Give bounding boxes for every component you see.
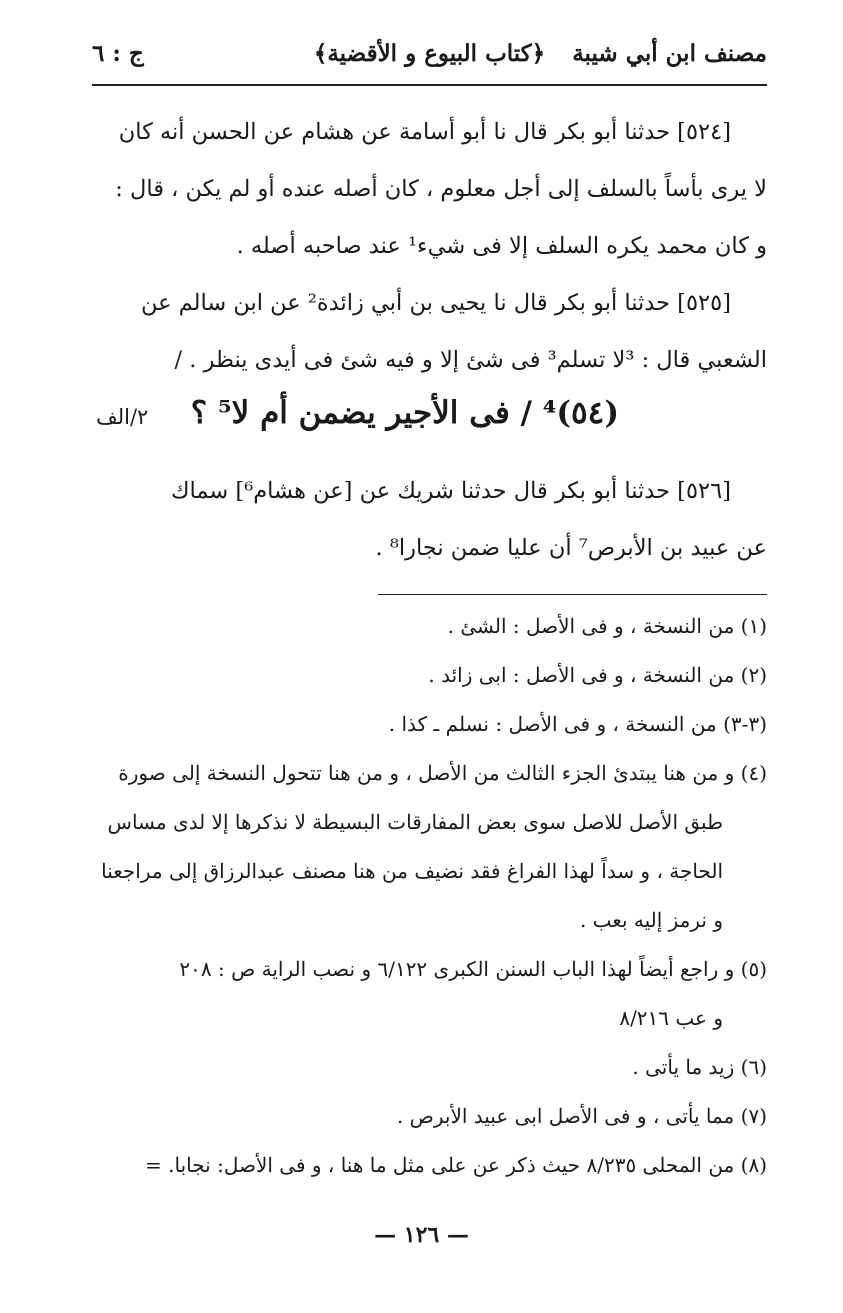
hadith-524-line-1: [٥٢٤] حدثنا أبو بكر قال نا أبو أسامة عن هشام عن الحسن أنه كان: [118, 119, 731, 145]
footnote-7: (٧) مما يأتى ، و فى الأصل ابى عبيد الأبرص .: [396, 1104, 767, 1128]
footnote-6: (٦) زيد ما يأتى .: [632, 1055, 767, 1079]
header-chapter-title: ﴿كتاب البيوع و الأقضية﴾: [313, 40, 546, 67]
folio-margin-note: ٢/الف: [96, 405, 149, 429]
hadith-526-line-2: عن عبيد بن الأبرص⁷ أن عليا ضمن نجارا⁸ .: [375, 535, 767, 561]
footnote-8: (٨) من المحلى ٨/٢٣٥ حيث ذكر عن على مثل ما هنا ، و فى الأصل: نجابا. =: [145, 1153, 767, 1177]
footnote-4-line-1: (٤) و من هنا يبتدئ الجزء الثالث من الأصل ، و من هنا تتحول النسخة إلى صورة: [118, 761, 767, 785]
footnote-separator: [378, 594, 767, 595]
page-number: — ١٢٦ —: [374, 1222, 469, 1248]
footnote-4-line-2: طبق الأصل للاصل سوى بعض المفارقات البسيطة لا نذكرها إلا لدى مساس: [107, 810, 723, 834]
footnote-4-line-4: و نرمز إليه بعب .: [579, 908, 723, 932]
footnote-1: (١) من النسخة ، و فى الأصل : الشئ .: [447, 614, 767, 638]
header-volume-number: ج : ٦: [92, 40, 144, 67]
hadith-524-line-2: لا يرى بأساً بالسلف إلى أجل معلوم ، كان أصله عنده أو لم يكن ، قال :: [115, 176, 767, 202]
main-text: [92, 104, 767, 577]
running-header: [92, 40, 767, 84]
footnote-2: (٢) من النسخة ، و فى الأصل : ابى زائد .: [428, 663, 767, 687]
header-book-title: مصنف ابن أبي شيبة: [572, 40, 767, 67]
header-rule: [92, 84, 767, 86]
hadith-524-line-3: و كان محمد يكره السلف إلا فى شيء¹ عند صاحبه أصله .: [236, 233, 767, 259]
chapter-heading-title: (٥٤)⁴ / فى الأجير يضمن أم لا⁵ ؟: [190, 395, 619, 431]
chapter-heading: [92, 391, 767, 463]
footnote-4-line-3: الحاجة ، و سداً لهذا الفراغ فقد نضيف من هنا مصنف عبدالرزاق إلى مراجعنا: [101, 859, 723, 883]
footnote-5-line-2: و عب ٨/٢١٦: [619, 1006, 723, 1030]
hadith-525-line-1: [٥٢٥] حدثنا أبو بكر قال نا يحيى بن أبي زائدة² عن ابن سالم عن: [140, 290, 731, 316]
hadith-526-line-1: [٥٢٦] حدثنا أبو بكر قال حدثنا شريك عن [عن هشام⁶] سماك: [171, 478, 731, 504]
footnotes: [92, 602, 767, 1190]
footnote-5-line-1: (٥) و راجع أيضاً لهذا الباب السنن الكبرى ٦/١٢٢ و نصب الراية ص : ٢٠٨: [179, 957, 767, 981]
footnote-3: (٣-٣) من النسخة ، و فى الأصل : نسلم ـ كذا .: [388, 712, 767, 736]
hadith-525-line-2: الشعبي قال : ³لا تسلم³ فى شئ إلا و فيه شئ فى أيدى ينظر . /: [174, 347, 767, 373]
